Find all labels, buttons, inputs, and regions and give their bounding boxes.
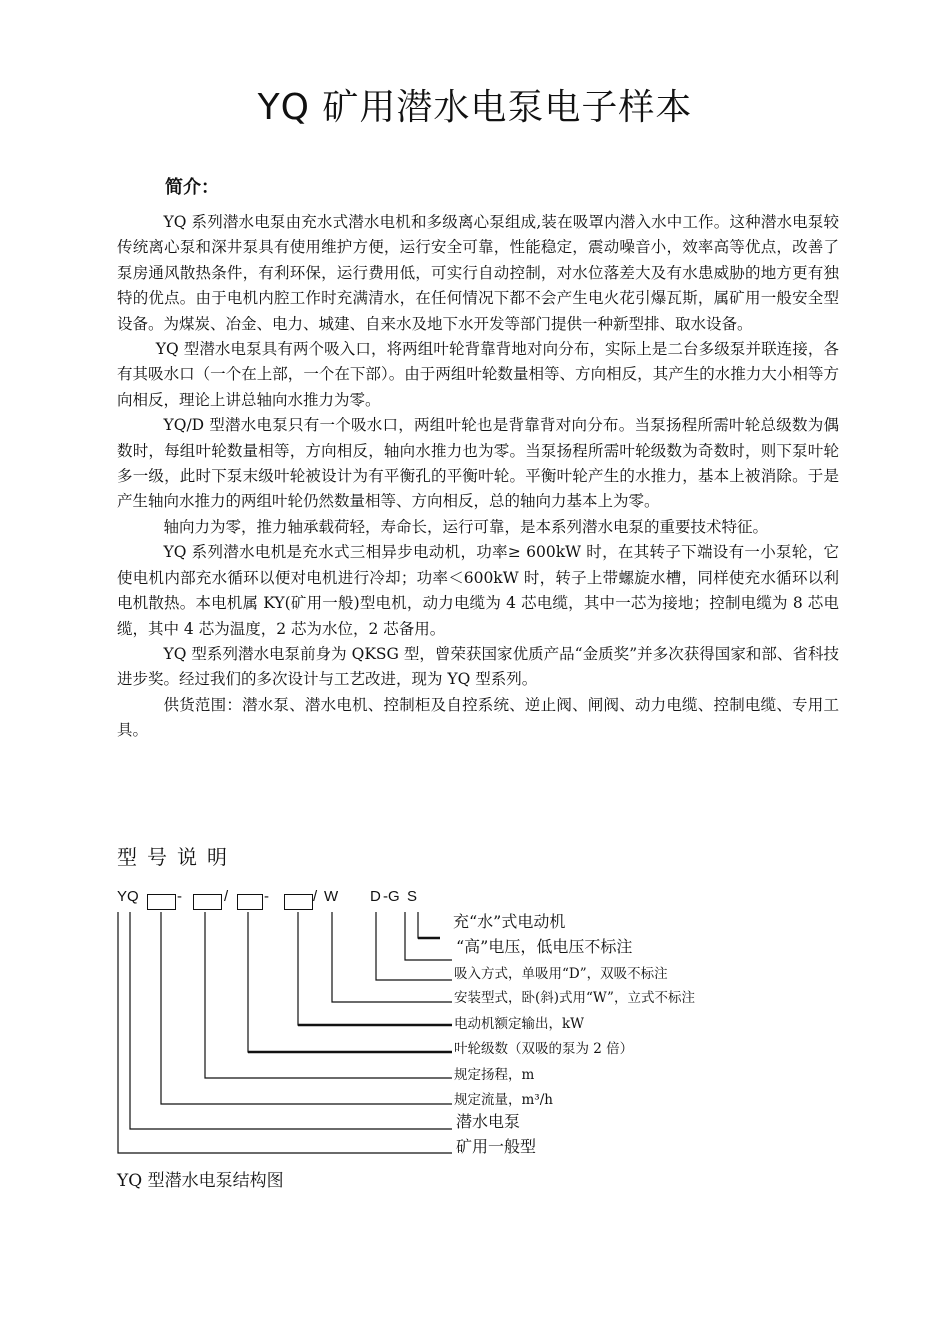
code-d: D (370, 888, 381, 905)
code-prefix: YQ (117, 888, 139, 905)
intro-heading: 简介： (165, 177, 219, 198)
legend-item-installation: 安装型式，卧(斜)式用“W”，立式不标注 (454, 990, 695, 1006)
intro-paragraph-6: YQ 型系列潜水电泵前身为 QKSG 型，曾荣获国家优质产品“金质奖”并多次获得国家和部、省科技进步奖。经过我们的多次设计与工艺改进，现为 YQ 型系列。 (117, 644, 839, 689)
legend-item-motor-type: 充“水”式电动机 (453, 912, 566, 931)
code-w: W (324, 888, 339, 905)
legend-item-rated-output: 电动机额定输出，kW (454, 1016, 585, 1032)
legend-item-mining-type: 矿用一般型 (456, 1137, 537, 1156)
intro-paragraph-1: YQ 系列潜水电泵由充水式潜水电机和多级离心泵组成,装在吸罩内潜入水中工作。这种潜水电泵较传统离心泵和深井泵具有使用维护方便，运行安全可靠，性能稳定，震动噪音小，效率高等优点，改善了泵房通风散热条件，有利环保，运行费用低，可实行自动控制，对水位落差大及有水患威胁的地方更有独特的优点。由于电机内腔工作时充满清水，在任何情况下都不会产生电火花引爆瓦斯，属矿用一般安全型设备。为煤炭、冶金、电力、城建、自来水及地下水开发等部门提供一种新型排、取水设备。 (117, 213, 839, 333)
model-heading: 型号说明 (117, 845, 237, 869)
intro-paragraph-3: YQ/D 型潜水电泵只有一个吸水口，两组叶轮也是背靠背对向分布。当泵扬程所需叶轮总级数为偶数时，每组叶轮数量相等，方向相反，轴向水推力也为零。当泵扬程所需叶轮级数为奇数时，则下泵叶轮多一级，此时下泵末级叶轮被设计为有平衡孔的平衡叶轮。平衡叶轮产生的水推力，基本上被消除。于是产生轴向水推力的两组叶轮仍然数量相等、方向相反，总的轴向力基本上为零。 (117, 416, 839, 511)
intro-paragraph-2: YQ 型潜水电泵具有两个吸入口，将两组叶轮背靠背地对向分布，实际上是二台多级泵并联连接，各有其吸水口（一个在上部，一个在下部）。由于两组叶轮数量相等、方向相反，其产生的水推力大小相等方向相反，理论上讲总轴向水推力为零。 (117, 340, 839, 409)
page-title: YQ 矿用潜水电泵电子样本 (257, 87, 693, 128)
code-s: S (407, 888, 418, 905)
code-dash-2: - (264, 888, 269, 905)
legend-item-flow: 规定流量，m³/h (454, 1092, 553, 1108)
code-slash-2: / (313, 888, 318, 905)
code-dash-g: -G (383, 888, 400, 905)
code-slash-1: / (224, 888, 229, 905)
intro-paragraph-5: YQ 系列潜水电机是充水式三相异步电动机，功率≥ 600kW 时，在其转子下端设有一小泵轮，它使电机内部充水循环以便对电机进行冷却；功率＜600kW 时，转子上带螺旋水槽，同样使充水循环以利电机散热。本电机属 KY(矿用一般)型电机，动力电缆为 4 芯电缆，其中一芯为接地；控制电缆为 8 芯电缆，其中 4 芯为温度，2 芯为水位，2 芯备用。 (117, 543, 839, 638)
legend-item-submersible-pump: 潜水电泵 (456, 1112, 521, 1131)
legend-item-head: 规定扬程，m (454, 1067, 535, 1083)
legend-item-impeller-stages: 叶轮级数（双吸的泵为 2 倍） (454, 1041, 634, 1057)
code-dash-1: - (177, 888, 182, 905)
legend-item-voltage: “高”电压，低电压不标注 (456, 937, 633, 956)
structure-diagram-caption: YQ 型潜水电泵结构图 (117, 1171, 284, 1191)
intro-paragraph-7: 供货范围：潜水泵、潜水电机、控制柜及自控系统、逆止阀、闸阀、动力电缆、控制电缆、专用工具。 (117, 695, 839, 740)
intro-paragraph-4: 轴向力为零，推力轴承载荷轻，寿命长，运行可靠，是本系列潜水电泵的重要技术特征。 (163, 517, 769, 536)
legend-item-suction: 吸入方式，单吸用“D”，双吸不标注 (454, 966, 668, 982)
